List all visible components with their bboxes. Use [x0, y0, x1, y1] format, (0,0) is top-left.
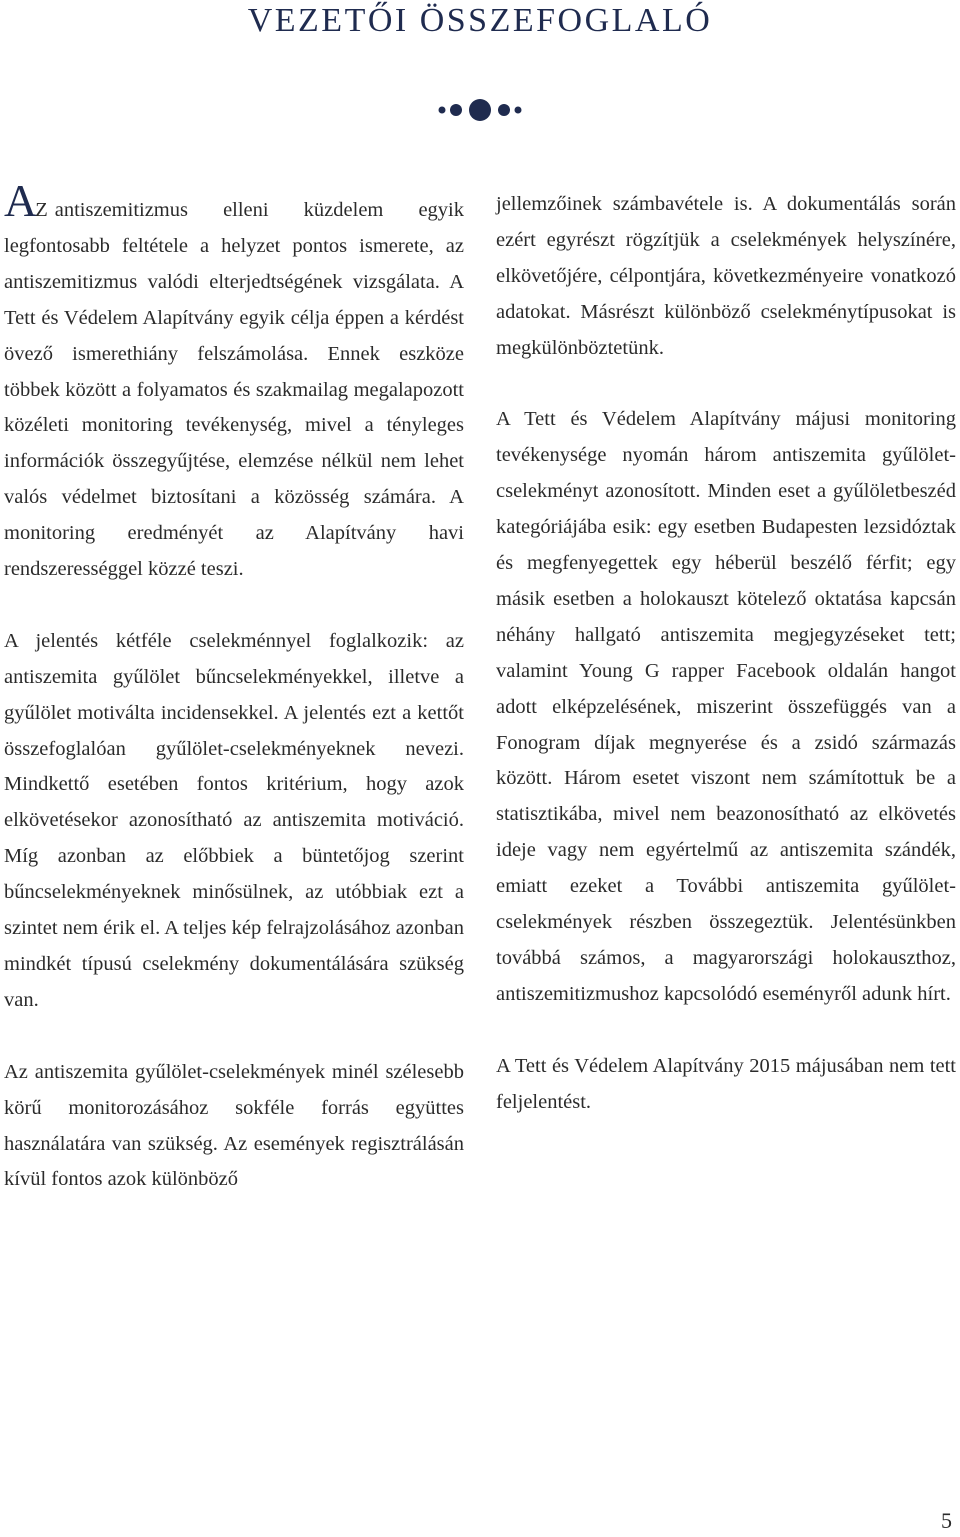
page-title: VEZETŐI ÖSSZEFOGLALÓ	[247, 2, 713, 39]
small-cap: Z	[35, 199, 49, 221]
drop-cap: A	[4, 175, 36, 226]
paragraph: Az antiszemita gyűlölet-cselekmények minél szélesebb körű monitorozásához sokféle forrás együttes használatára van szükség. Az események regisztrálásán kívül fontos azok különböző	[4, 1060, 464, 1191]
right-column	[496, 187, 956, 1156]
paragraph	[4, 175, 464, 588]
paragraph: jellemzőinek számbavétele is. A dokumentálás során ezért egyrészt rögzítjük a cselekmények helyszínére, elkövetőjére, célpontjára, következményeire vonatkozó adatokat. Másrészt különböző cselekménytípusokat is megkülönböztetünk.	[496, 193, 956, 359]
paragraph-text: antiszemitizmus elleni küzdelem egyik legfontosabb feltétele a helyzet pontos ismerete, az antiszemitizmus valódi elterjedtségének vizsgálata. A Tett és Védelem Alapítvány egyik célja éppen a kérdést övező ismerethiány felszámolása. Ennek eszköze többek között a folyamatos és szakmailag megalapozott közéleti monitoring tevékenység, mivel a tényleges információk összegyűjtése, elemzése nélkül nem lehet valós védelmet biztosítani a közösség számára. A monitoring eredményét az Alapítvány havi rendszerességgel közzé teszi.	[4, 199, 464, 581]
dots-ornament-icon	[436, 97, 526, 123]
page-number: 5	[941, 1508, 952, 1533]
paragraph: A Tett és Védelem Alapítvány májusi monitoring tevékenysége nyomán három antiszemita gyűlölet-cselekményt azonosított. Minden eset a gyűlöletbeszéd kategóriájába esik: egy esetben Budapesten lezsidóztak és megfenyegettek egy héberül beszélő férfit; egy másik esetben a holokauszt kötelező oktatása kapcsán néhány hallgató antiszemita megjegyzéseket tett; valamint Young G rapper Facebook oldalán hangot adott elképzelésének, miszerint összefüggés van a Fonogram díjak megnyerése és a zsidó származás között. Három esetet viszont nem számítottuk be a statisztikába, mivel nem beazonosítható az elkövetés ideje vagy nem egyértelmű az antiszemita szándék, emiatt ezeket a További antiszemita gyűlölet-cselekmények részben összegeztük. Jelentésünkben továbbá számos, a magyarországi holokauszthoz, antiszemitizmushoz kapcsolódó eseményről adunk hírt.	[496, 408, 956, 1005]
paragraph: A Tett és Védelem Alapítvány 2015 májusában nem tett feljelentést.	[496, 1054, 956, 1113]
left-column	[4, 175, 464, 1234]
paragraph: A jelentés kétféle cselekménnyel foglalkozik: az antiszemita gyűlölet bűncselekményekkel, illetve a gyűlölet motiválta incidensekkel. A jelentés ezt a kettőt összefoglalóan gyűlölet-cselekményeknek nevezi. Mindkettő esetében fontos kritérium, hogy azok elkövetésekor azonosítható az antiszemita motiváció. Míg azonban az előbbiek a büntetőjog szerint bűncselekményeknek minősülnek, az utóbbiak ezt a szintet nem érik el. A teljes kép felrajzolásához azonban mindkét típusú cselekmény dokumentálására szükség van.	[4, 629, 464, 1011]
